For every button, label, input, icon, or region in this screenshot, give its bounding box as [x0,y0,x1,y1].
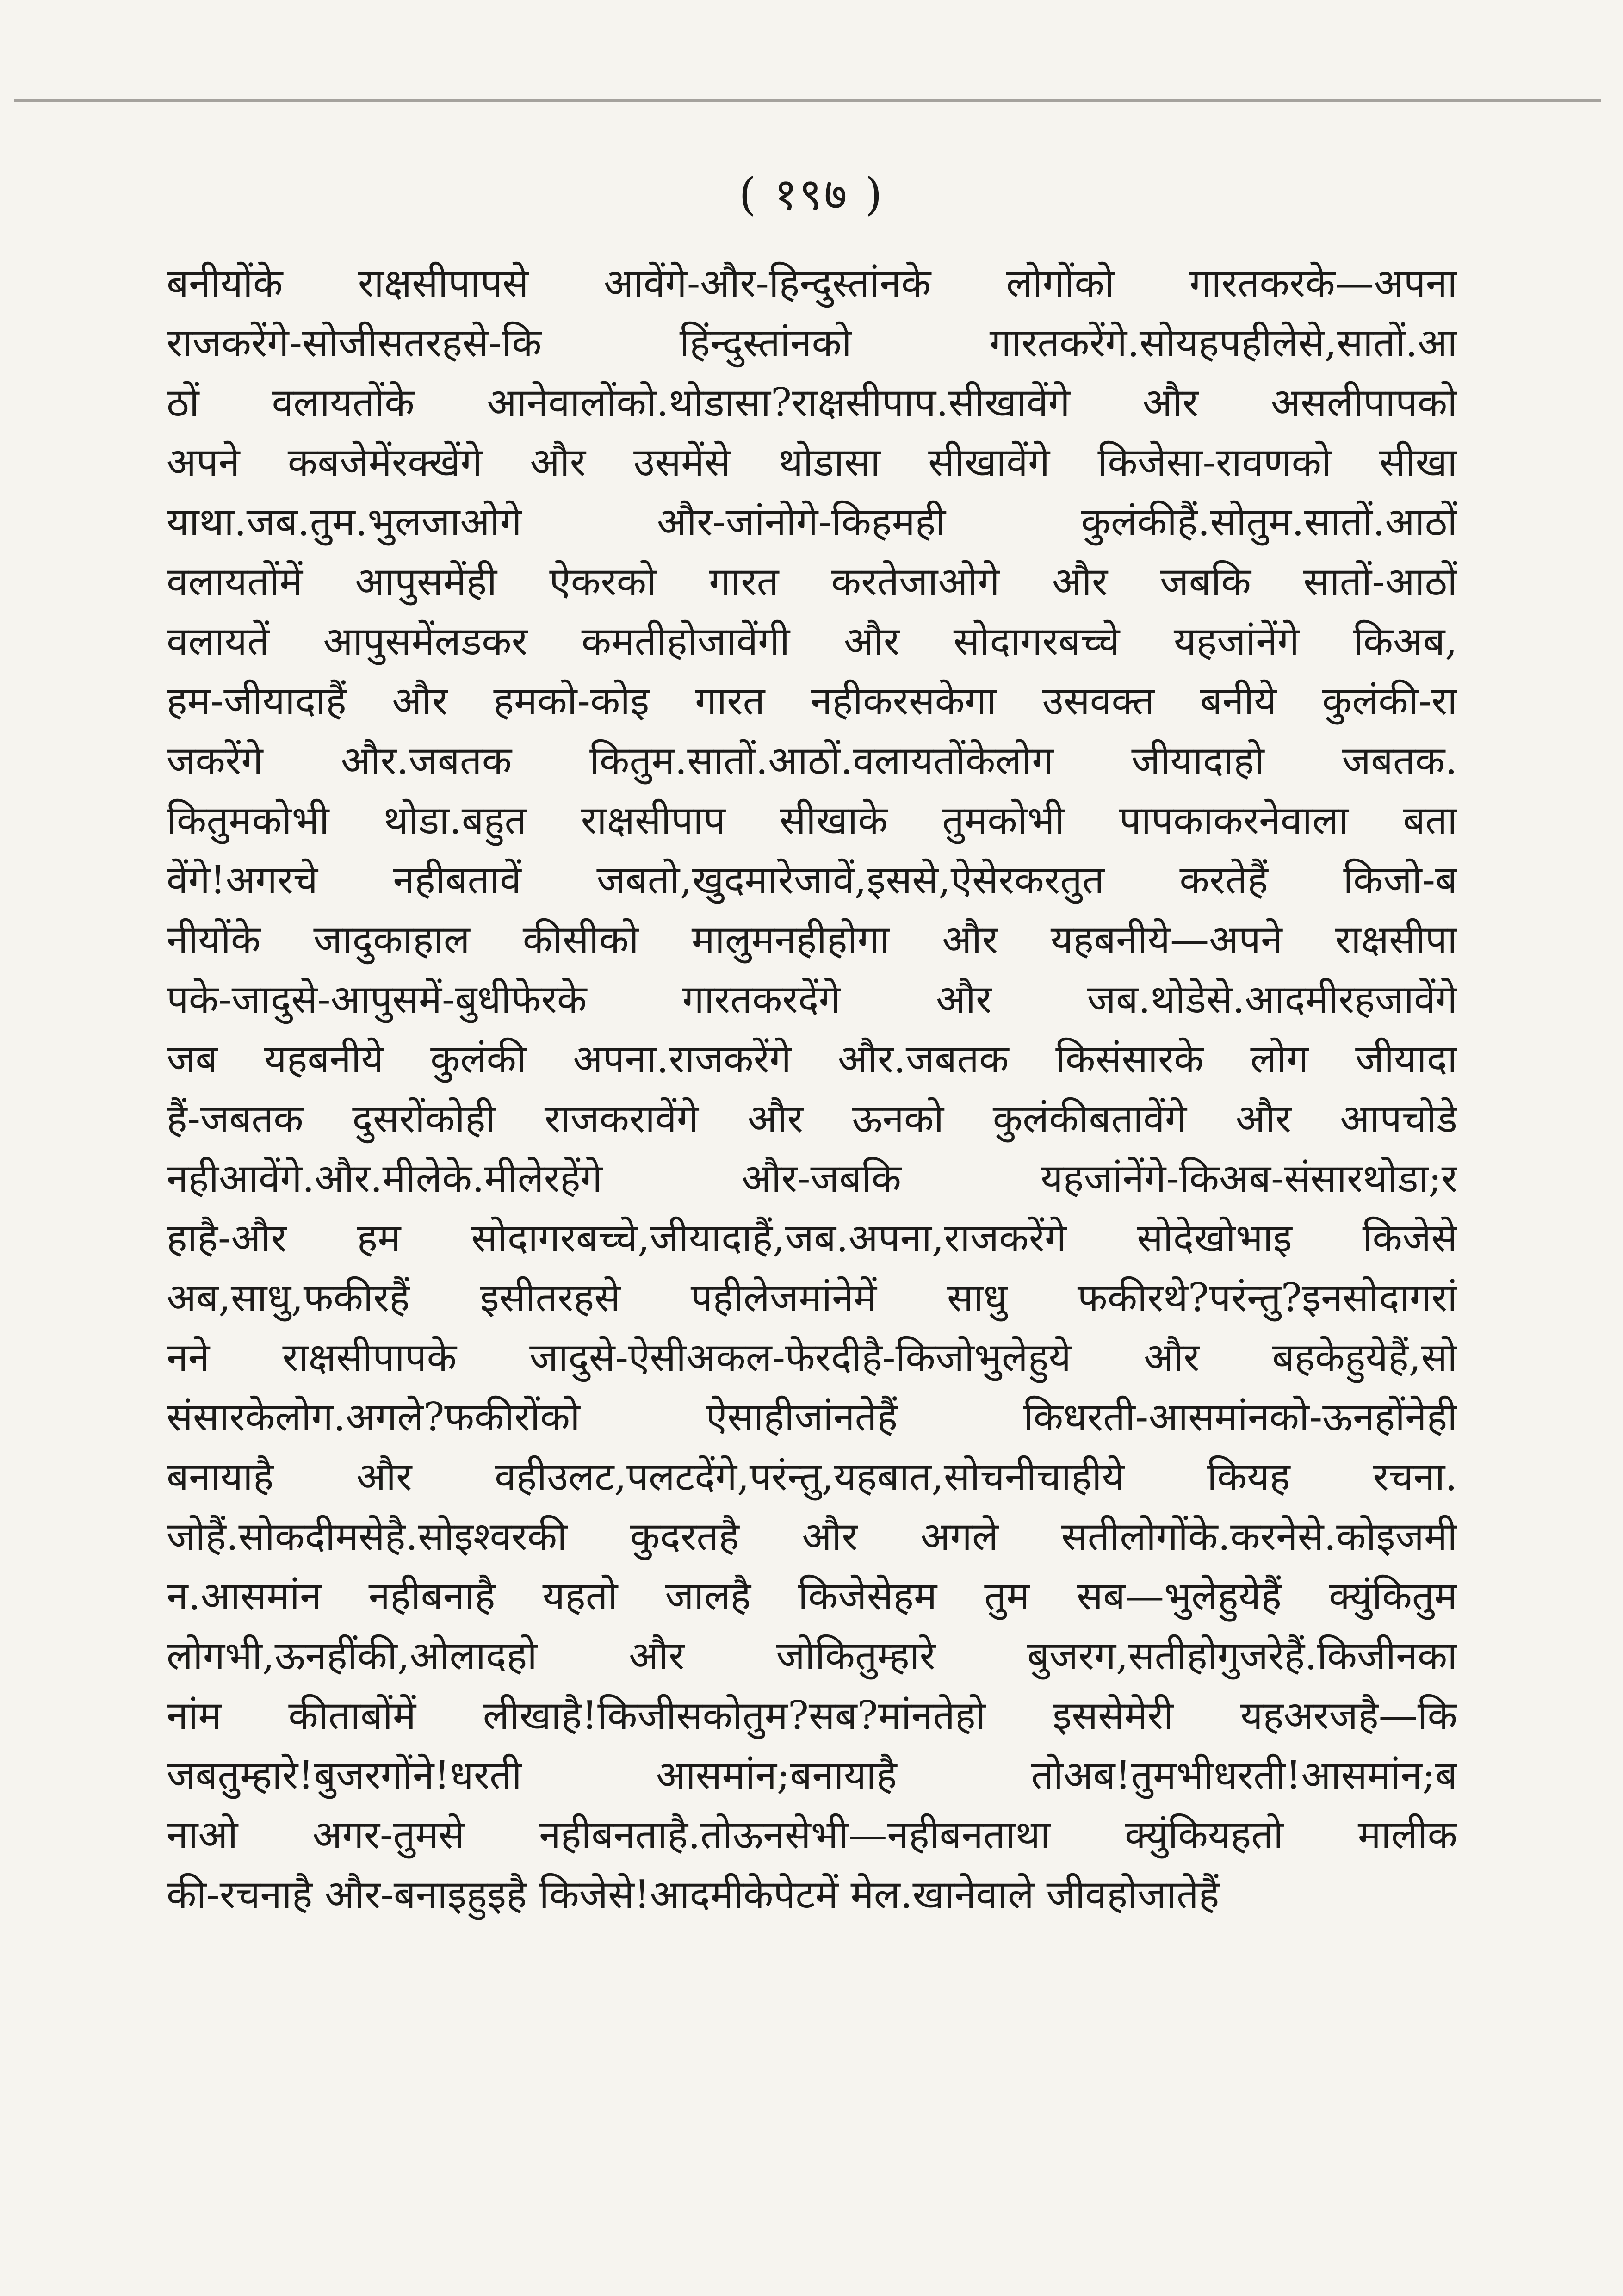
text-line: नाओ अगर-तुमसे नहीबनताहै.तोऊनसेभी—नहीबनताथा क्युंकियहतो मालीक [167,1812,1457,1857]
text-line: राजकरेंगे-सोजीसतरहसे-कि हिंन्दुस्तांनको गारतकरेंगे.सोयहपहीलेसे,सातों.आ [167,320,1457,365]
text-line: नांम कीताबोंमें लीखाहै!किजीसकोतुम?सब?मांनतेहो इससेमेरी यहअरजहै—कि [167,1693,1457,1738]
text-line: बनायाहै और वहीउलट,पलटदेंगे,परंन्तु,यहबात,सोचनीचाहीये कियह रचना. [167,1454,1457,1499]
text-line: नीयोंके जादुकाहाल कीसीको मालुमनहीहोगा और यहबनीये—अपने राक्षसीपा [167,917,1457,962]
text-line: अब,साधु,फकीरहैं इसीतरहसे पहीलेजमांनेमें साधु फकीरथे?परंन्तु?इनसोदागरां [167,1275,1457,1320]
text-line: अपने कबजेमेंरक्खेंगे और उसमेंसे थोडासा सीखावेंगे किजेसा-रावणको सीखा [167,439,1457,485]
text-line: न.आसमांन नहीबनाहै यहतो जालहै किजेसेहम तुम सब—भुलेहुयेहैं क्युंकितुम [167,1573,1457,1619]
text-line: याथा.जब.तुम.भुलजाओगे और-जांनोगे-किहमही कुलंकीहैं.सोतुम.सातों.आठों [167,499,1457,545]
text-line: जब यहबनीये कुलंकी अपना.राजकरेंगे और.जबतक किसंसारके लोग जीयादा [167,1036,1457,1082]
text-line: हाहै-और हम सोदागरबच्चे,जीयादाहैं,जब.अपना,राजकरेंगे सोदेखोभाइ किजेसे [167,1215,1457,1261]
text-line: हम-जीयादाहैं और हमको-कोइ गारत नहीकरसकेगा उसवक्त बनीये कुलंकी-रा [167,678,1457,724]
body-text [167,254,1457,1925]
text-line: जबतुम्हारे!बुजरगोंने!धरती आसमांन;बनायाहै तोअब!तुमभीधरती!आसमांन;ब [167,1752,1457,1798]
text-line: वेंगे!अगरचे नहीबतावें जबतो,खुदमारेजावें,इससे,ऐसेरकरतुत करतेहैं किजो-ब [167,857,1457,903]
text-line: पके-जादुसे-आपुसमें-बुधीफेरके गारतकरदेंगे और जब.थोडेसे.आदमीरहजावेंगे [167,977,1457,1022]
text-line: वलायतें आपुसमेंलडकर कमतीहोजावेंगी और सोदागरबच्चे यहजांनेंगे किअब, [167,619,1457,664]
header-rule [14,99,1601,102]
text-line: बनीयोंके राक्षसीपापसे आवेंगे-और-हिन्दुस्तांनके लोगोंको गारतकरके—अपना [167,260,1457,306]
text-line: जोहैं.सोकदीमसेहै.सोइश्वरकी कुदरतहै और अगले सतीलोगोंके.करनेसे.कोइजमी [167,1514,1457,1559]
text-line: जकरेंगे और.जबतक कितुम.सातों.आठों.वलायतोंकेलोग जीयादाहो जबतक. [167,738,1457,783]
text-line: वलायतोंमें आपुसमेंही ऐकरको गारत करतेजाओगे और जबकि सातों-आठों [167,559,1457,604]
text-line: संसारकेलोग.अगले?फकीरोंको ऐसाहीजांनतेहैं किधरती-आसमांनको-ऊनहोंनेही [167,1394,1457,1440]
page-number: ( १९७ ) [739,168,884,220]
text-line: लोगभी,ऊनहींकी,ओलादहो और जोकितुम्हारे बुजरग,सतीहोगुजरेहैं.किजीनका [167,1633,1457,1678]
text-line: नने राक्षसीपापके जादुसे-ऐसीअकल-फेरदीहै-किजोभुलेहुये और बहकेहुयेहैं,सो [167,1335,1457,1380]
text-line: कितुमकोभी थोडा.बहुत राक्षसीपाप सीखाके तुमकोभी पापकाकरनेवाला बता [167,798,1457,843]
text-line: हैं-जबतक दुसरोंकोही राजकरावेंगे और ऊनको कुलंकीबतावेंगे और आपचोडे [167,1096,1457,1141]
text-line: नहीआवेंगे.और.मीलेके.मीलेरहेंगे और-जबकि यहजांनेंगे-किअब-संसारथोडा;र [167,1156,1457,1201]
text-line: की-रचनाहै और-बनाइहुइहै किजेसे!आदमीकेपेटमें मेल.खानेवाले जीवहोजातेहैं [167,1872,1220,1917]
text-line: ठों वलायतोंके आनेवालोंको.थोडासा?राक्षसीपाप.सीखावेंगे और असलीपापको [167,380,1457,425]
